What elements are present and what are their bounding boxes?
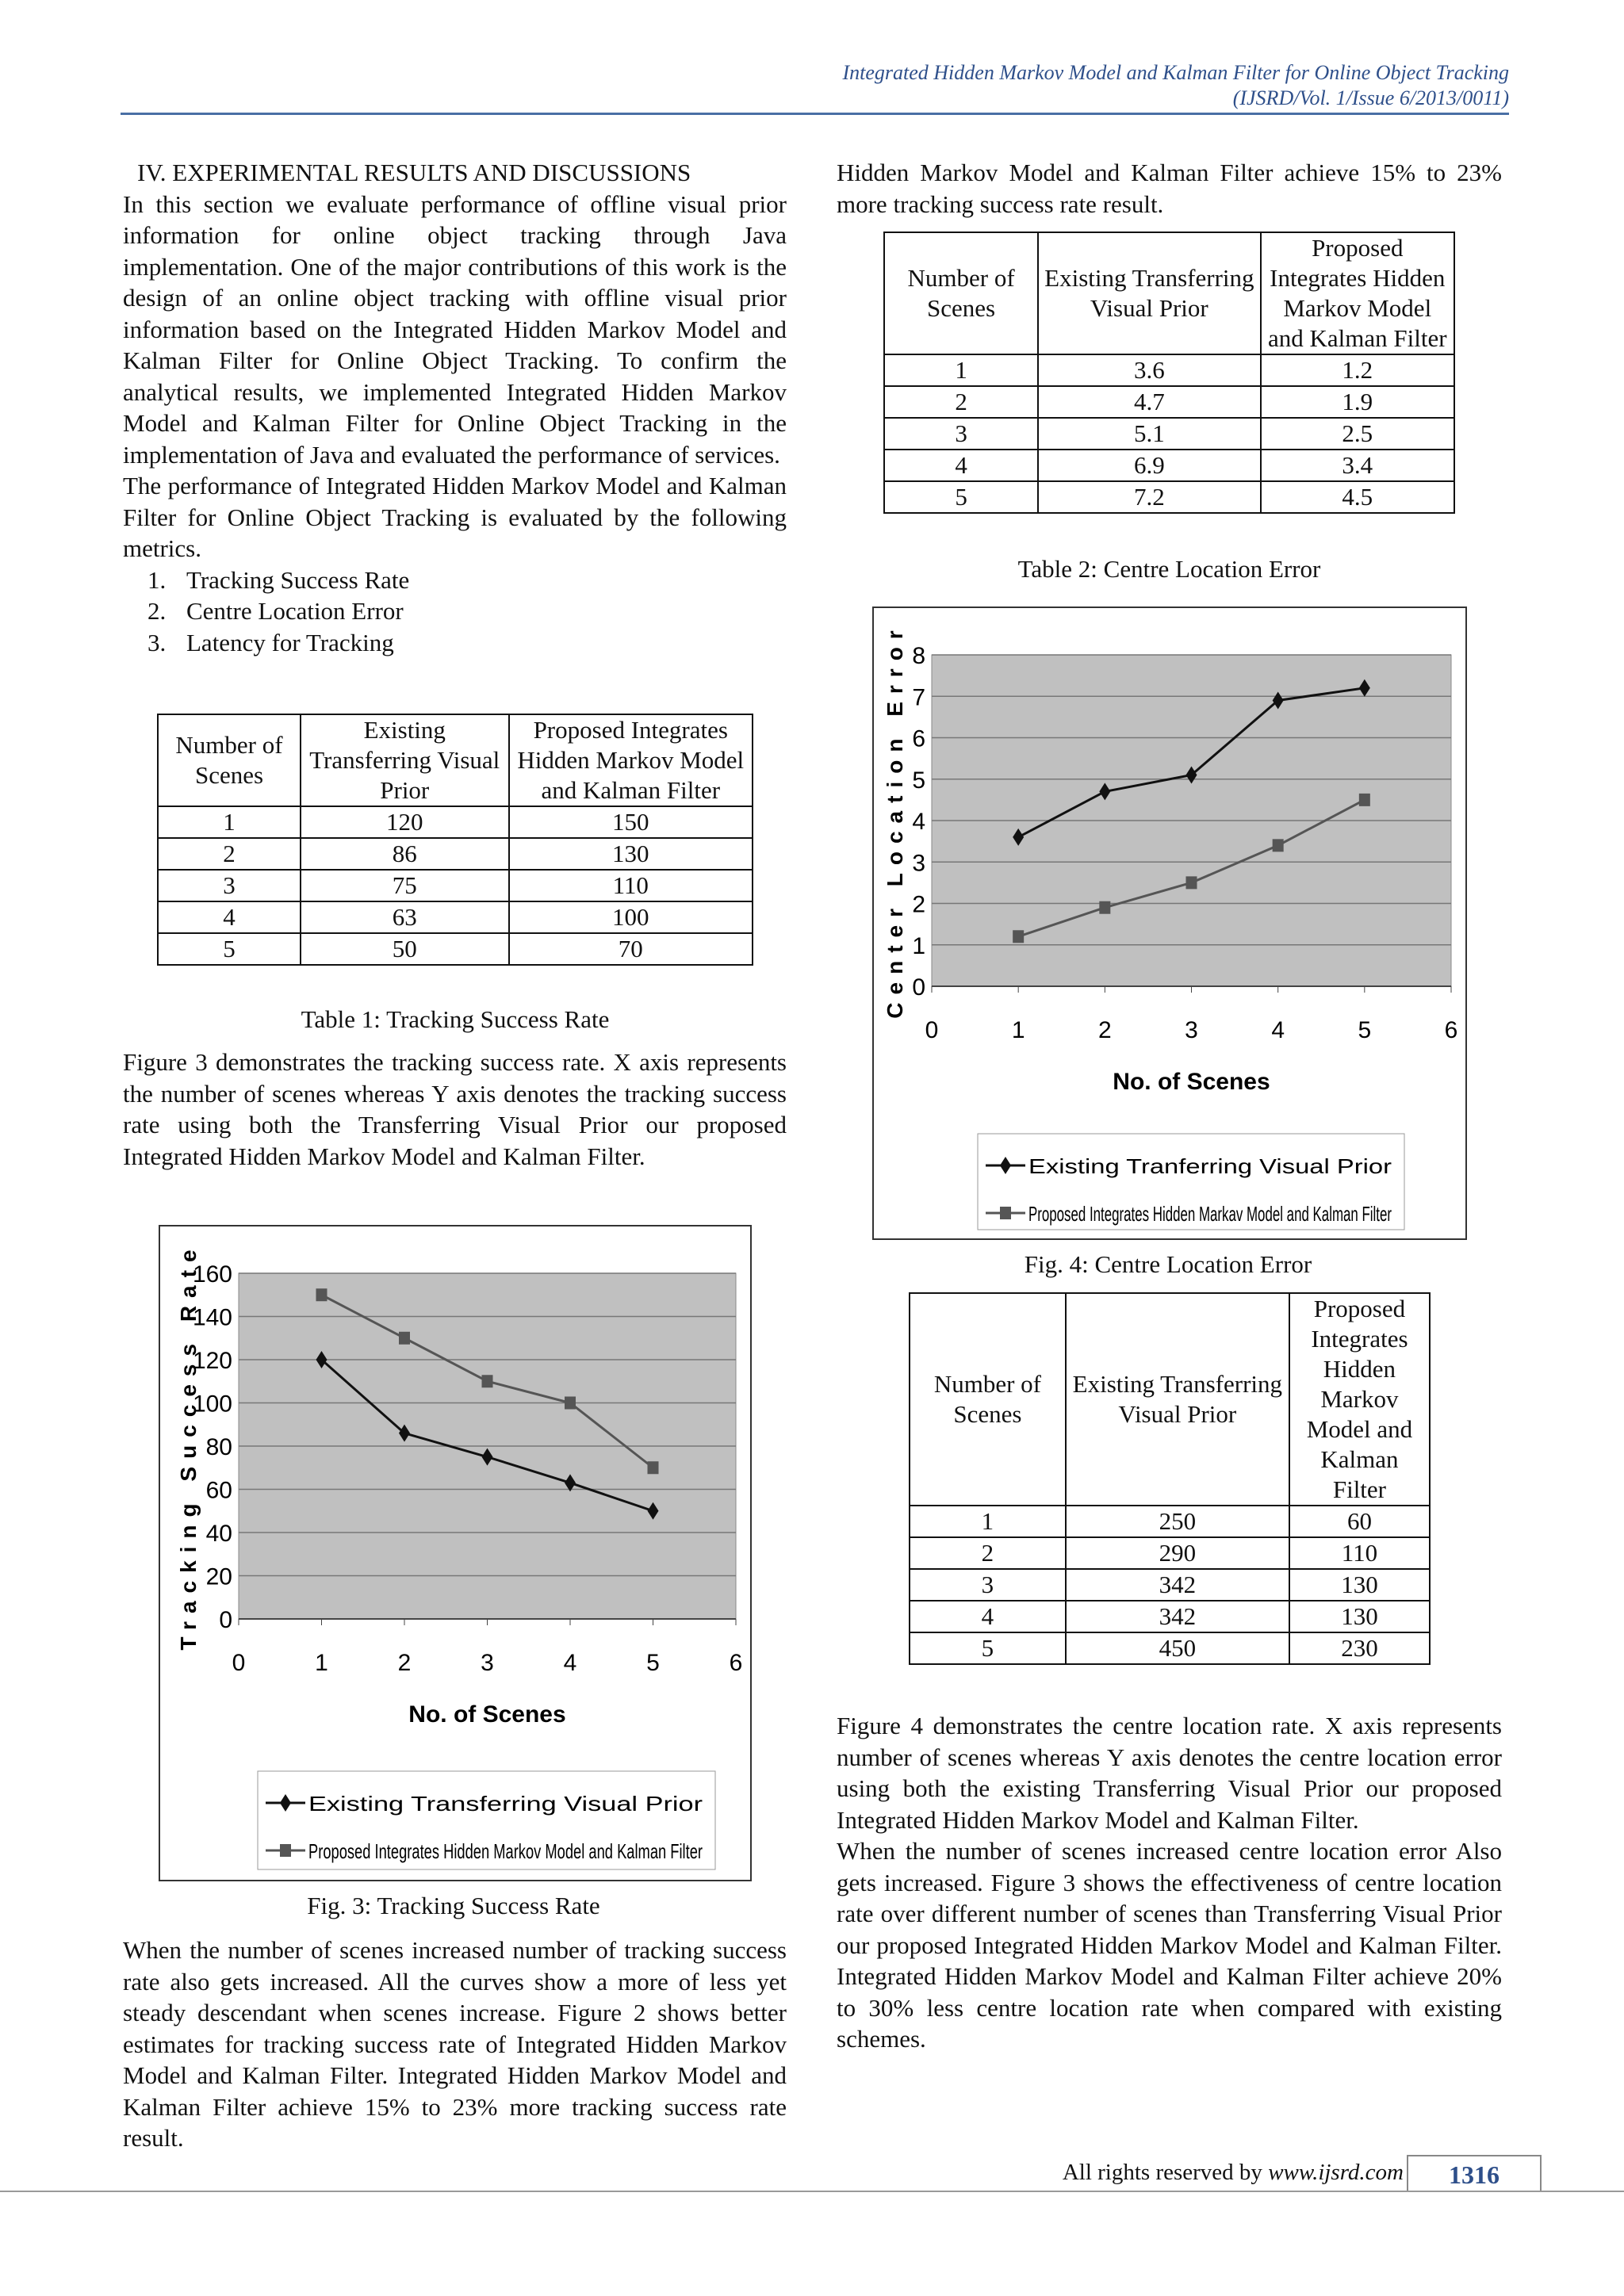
column-header: Existing Transferring Visual Prior bbox=[1038, 232, 1260, 354]
column-header: Existing Transferring Visual Prior bbox=[1066, 1293, 1289, 1506]
table-cell: 3 bbox=[158, 870, 301, 901]
metric-item: 1. Tracking Success Rate bbox=[172, 564, 787, 596]
y-tick-label: 20 bbox=[205, 1563, 232, 1590]
legend-marker-square bbox=[1000, 1207, 1011, 1219]
running-title: Integrated Hidden Markov Model and Kalman Filter for Online Object Tracking bbox=[842, 61, 1509, 84]
y-tick-label: 0 bbox=[912, 974, 925, 1001]
y-axis-label: Center Location Error bbox=[883, 622, 907, 1019]
page-number: 1316 bbox=[1407, 2155, 1542, 2191]
table-cell: 150 bbox=[509, 806, 753, 838]
chart-centre-location-error bbox=[874, 608, 1465, 1238]
data-point-square bbox=[316, 1288, 327, 1301]
column-header: Proposed Integrates Hidden Markov Model and Kalman Filter bbox=[509, 714, 753, 806]
metric-item: 2. Centre Location Error bbox=[172, 595, 787, 627]
paragraph-metrics: The performance of Integrated Hidden Markov Model and Kalman Filter for Online Object Tracking is evaluated by the following metrics. bbox=[123, 472, 787, 562]
table-cell: 1 bbox=[910, 1506, 1066, 1537]
column-header: Existing Transferring Visual Prior bbox=[301, 714, 509, 806]
metrics-list bbox=[123, 564, 787, 659]
fig4-caption: Fig. 4: Centre Location Error bbox=[1024, 1250, 1312, 1278]
data-point-square bbox=[565, 1397, 576, 1410]
table-cell: 130 bbox=[1289, 1569, 1430, 1601]
column-header: Number of Scenes bbox=[910, 1293, 1066, 1506]
data-point-square bbox=[1013, 930, 1024, 943]
table-row bbox=[158, 901, 753, 933]
y-tick-label: 120 bbox=[192, 1348, 232, 1374]
column-header: Number of Scenes bbox=[884, 232, 1038, 354]
fig3-caption: Fig. 3: Tracking Success Rate bbox=[307, 1892, 600, 1919]
y-tick-label: 100 bbox=[192, 1391, 232, 1418]
y-tick-label: 4 bbox=[912, 809, 925, 835]
table-cell: 4 bbox=[158, 901, 301, 933]
data-point-square bbox=[1359, 794, 1370, 806]
data-point-square bbox=[399, 1332, 410, 1345]
table-cell: 120 bbox=[301, 806, 509, 838]
table-cell: 290 bbox=[1066, 1537, 1289, 1569]
table-header-row bbox=[910, 1293, 1430, 1506]
table-cell: 2.5 bbox=[1261, 418, 1454, 450]
table-cell: 1 bbox=[884, 354, 1038, 386]
table-cell: 6.9 bbox=[1038, 450, 1260, 481]
table-cell: 3 bbox=[884, 418, 1038, 450]
paragraph-fig4-discussion: When the number of scenes increased centre location error Also gets increased. Figure 3 shows the effectiveness of centre location rate over different number of scenes than Transferring Visual Prior our proposed Integrated Hidden Markov Model and Kalman Filter. Integrated Hidden Markov Model and Kalman Filter achieve 20% to 30% less centre location rate when compared with existing schemes. bbox=[837, 1837, 1502, 2053]
table-cell: 3.6 bbox=[1038, 354, 1260, 386]
table-row bbox=[884, 386, 1454, 418]
table-cell: 2 bbox=[158, 838, 301, 870]
left-column bbox=[123, 157, 787, 658]
x-tick-label: 0 bbox=[925, 1017, 939, 1043]
column-header: Proposed Integrates Hidden Markov Model and Kalman Filter bbox=[1261, 232, 1454, 354]
table-cell: 230 bbox=[1289, 1632, 1430, 1664]
fig3-discussion bbox=[123, 1934, 787, 2152]
table-row bbox=[884, 481, 1454, 513]
column-header: Number of Scenes bbox=[158, 714, 301, 806]
paragraph-fig3-discussion: When the number of scenes increased number of tracking success rate also gets increased. All the curves show a more of less yet steady descendant when scenes increase. Figure 2 shows better estimates for tracking success rate of Integrated Hidden Markov Model and Kalman Filter. Integrated Hidden Markov Model and Kalman Filter achieve 15% to 23% more tracking success rate result. bbox=[123, 1936, 787, 2152]
chart-tracking-success-rate bbox=[160, 1226, 750, 1880]
table-cell: 130 bbox=[1289, 1601, 1430, 1632]
x-tick-label: 1 bbox=[1011, 1017, 1025, 1043]
table-row bbox=[158, 870, 753, 901]
x-axis-label: No. of Scenes bbox=[408, 1701, 566, 1728]
y-tick-label: 5 bbox=[912, 767, 925, 794]
data-point-square bbox=[1099, 901, 1110, 914]
x-tick-label: 4 bbox=[1271, 1017, 1285, 1043]
paragraph-continuation: Hidden Markov Model and Kalman Filter achieve 15% to 23% more tracking success rate result. bbox=[837, 159, 1502, 218]
table-cell: 7.2 bbox=[1038, 481, 1260, 513]
table-cell: 1.9 bbox=[1261, 386, 1454, 418]
table-row bbox=[910, 1632, 1430, 1664]
x-tick-label: 3 bbox=[1185, 1017, 1198, 1043]
table-cell: 3 bbox=[910, 1569, 1066, 1601]
footer-rights-text: All rights reserved by bbox=[1062, 2160, 1269, 2185]
running-citation: (IJSRD/Vol. 1/Issue 6/2013/0011) bbox=[1232, 86, 1509, 109]
legend-marker-diamond bbox=[1000, 1157, 1011, 1174]
table-row bbox=[884, 450, 1454, 481]
table-cell: 60 bbox=[1289, 1506, 1430, 1537]
x-tick-label: 5 bbox=[646, 1650, 660, 1676]
paragraph-fig3: Figure 3 demonstrates the tracking success rate. X axis represents the number of scenes whereas Y axis denotes the tracking success rate using both the Transferring Visual Prior our proposed Integrated Hidden Markov Model and Kalman Filter. bbox=[123, 1048, 787, 1170]
y-tick-label: 0 bbox=[219, 1607, 232, 1633]
y-tick-label: 7 bbox=[912, 684, 925, 711]
x-tick-label: 2 bbox=[1097, 1017, 1112, 1043]
x-tick-label: 1 bbox=[315, 1650, 328, 1676]
x-tick-label: 3 bbox=[481, 1650, 494, 1676]
table-cell: 5 bbox=[910, 1632, 1066, 1664]
header-rule bbox=[121, 113, 1509, 115]
x-tick-label: 5 bbox=[1358, 1017, 1372, 1043]
table-cell: 100 bbox=[509, 901, 753, 933]
table-cell: 70 bbox=[509, 933, 753, 965]
data-point-square bbox=[1273, 839, 1284, 851]
legend-marker-diamond bbox=[280, 1794, 291, 1812]
table-cell: 450 bbox=[1066, 1632, 1289, 1664]
right-column-bottom bbox=[837, 1710, 1502, 2055]
table-cell: 5 bbox=[884, 481, 1038, 513]
table-cell: 1.2 bbox=[1261, 354, 1454, 386]
y-tick-label: 3 bbox=[912, 850, 925, 877]
table-cell: 250 bbox=[1066, 1506, 1289, 1537]
x-tick-label: 6 bbox=[729, 1650, 743, 1676]
x-axis-label: No. of Scenes bbox=[1113, 1069, 1270, 1095]
metric-item: 3. Latency for Tracking bbox=[172, 627, 787, 659]
x-tick-label: 2 bbox=[397, 1650, 412, 1676]
table-cell: 1 bbox=[158, 806, 301, 838]
table-cell: 3.4 bbox=[1261, 450, 1454, 481]
table-row bbox=[158, 933, 753, 965]
footer-rule bbox=[0, 2191, 1624, 2192]
legend-label: Existing Transferring Visual Prior bbox=[308, 1792, 703, 1816]
table-cell: 2 bbox=[884, 386, 1038, 418]
table1-caption: Table 1: Tracking Success Rate bbox=[301, 1005, 610, 1033]
footer-site-link[interactable]: www.ijsrd.com bbox=[1268, 2160, 1404, 2185]
y-axis-label: Tracking Success Rate bbox=[176, 1242, 201, 1651]
table-row bbox=[910, 1601, 1430, 1632]
table-cell: 86 bbox=[301, 838, 509, 870]
paragraph-fig4: Figure 4 demonstrates the centre location rate. X axis represents number of scenes whereas Y axis denotes the centre location error using both the existing Transferring Visual Prior our proposed Integrated Hidden Markov Model and Kalman Filter. bbox=[837, 1712, 1502, 1834]
right-column-top bbox=[837, 157, 1502, 220]
table-row bbox=[910, 1537, 1430, 1569]
table-row bbox=[158, 838, 753, 870]
table-cell: 2 bbox=[910, 1537, 1066, 1569]
table-cell: 4.7 bbox=[1038, 386, 1260, 418]
table-cell: 75 bbox=[301, 870, 509, 901]
x-tick-label: 4 bbox=[563, 1650, 577, 1676]
data-point-square bbox=[482, 1375, 493, 1387]
table2-caption: Table 2: Centre Location Error bbox=[1017, 555, 1321, 583]
fig3-description bbox=[123, 1047, 787, 1172]
data-point-square bbox=[648, 1461, 659, 1474]
table-cell: 342 bbox=[1066, 1601, 1289, 1632]
y-tick-label: 140 bbox=[192, 1304, 232, 1331]
figure-3 bbox=[159, 1225, 752, 1881]
paragraph-intro: In this section we evaluate performance of offline visual prior information for online object tracking through Java implementation. One of the major contributions of this work is the design of an online object tracking with offline visual prior information based on the Integrated Hidden Markov Model and Kalman Filter for Online Object Tracking. To confirm the analytical results, we implemented Integrated Hidden Markov Model and Kalman Filter for Online Object Tracking in the implementation of Java and evaluated the performance of services. bbox=[123, 189, 787, 469]
figure-4 bbox=[872, 607, 1467, 1240]
table-cell: 342 bbox=[1066, 1569, 1289, 1601]
table-cell: 4.5 bbox=[1261, 481, 1454, 513]
y-tick-label: 8 bbox=[912, 643, 925, 669]
table-header-row bbox=[158, 714, 753, 806]
footer-rights bbox=[1063, 2160, 1404, 2186]
section-heading: IV. EXPERIMENTAL RESULTS AND DISCUSSIONS bbox=[137, 159, 691, 186]
table-cell: 50 bbox=[301, 933, 509, 965]
table-tracking-success-rate bbox=[157, 714, 753, 966]
table-row bbox=[158, 806, 753, 838]
table-centre-location-error bbox=[883, 232, 1455, 514]
table-row bbox=[884, 418, 1454, 450]
table-cell: 4 bbox=[910, 1601, 1066, 1632]
legend-label: Existing Tranferring Visual Prior bbox=[1028, 1154, 1392, 1178]
y-tick-label: 60 bbox=[205, 1477, 232, 1504]
table-cell: 110 bbox=[1289, 1537, 1430, 1569]
legend-label: Proposed Integrates Hidden Markov Model and Kalman Filter bbox=[308, 1839, 703, 1863]
table-cell: 5 bbox=[158, 933, 301, 965]
table-scenes-comparison bbox=[909, 1292, 1431, 1665]
y-tick-label: 80 bbox=[205, 1434, 232, 1460]
y-tick-label: 160 bbox=[192, 1261, 232, 1288]
x-tick-label: 6 bbox=[1444, 1017, 1458, 1043]
y-tick-label: 1 bbox=[912, 932, 925, 959]
table-cell: 5.1 bbox=[1038, 418, 1260, 450]
table-row bbox=[884, 354, 1454, 386]
table-cell: 4 bbox=[884, 450, 1038, 481]
legend-label: Proposed Integrates Hidden Markav Model and Kalman Filter bbox=[1028, 1202, 1392, 1226]
table-cell: 63 bbox=[301, 901, 509, 933]
table-cell: 110 bbox=[509, 870, 753, 901]
table-row bbox=[910, 1506, 1430, 1537]
y-tick-label: 2 bbox=[912, 891, 925, 918]
table-cell: 130 bbox=[509, 838, 753, 870]
x-tick-label: 0 bbox=[232, 1650, 246, 1676]
table-header-row bbox=[884, 232, 1454, 354]
data-point-square bbox=[1186, 876, 1197, 889]
y-tick-label: 40 bbox=[205, 1521, 232, 1547]
legend-marker-square bbox=[280, 1844, 291, 1857]
table-row bbox=[910, 1569, 1430, 1601]
column-header: Proposed Integrates Hidden Markov Model and Kalman Filter bbox=[1289, 1293, 1430, 1506]
y-tick-label: 6 bbox=[912, 725, 925, 752]
